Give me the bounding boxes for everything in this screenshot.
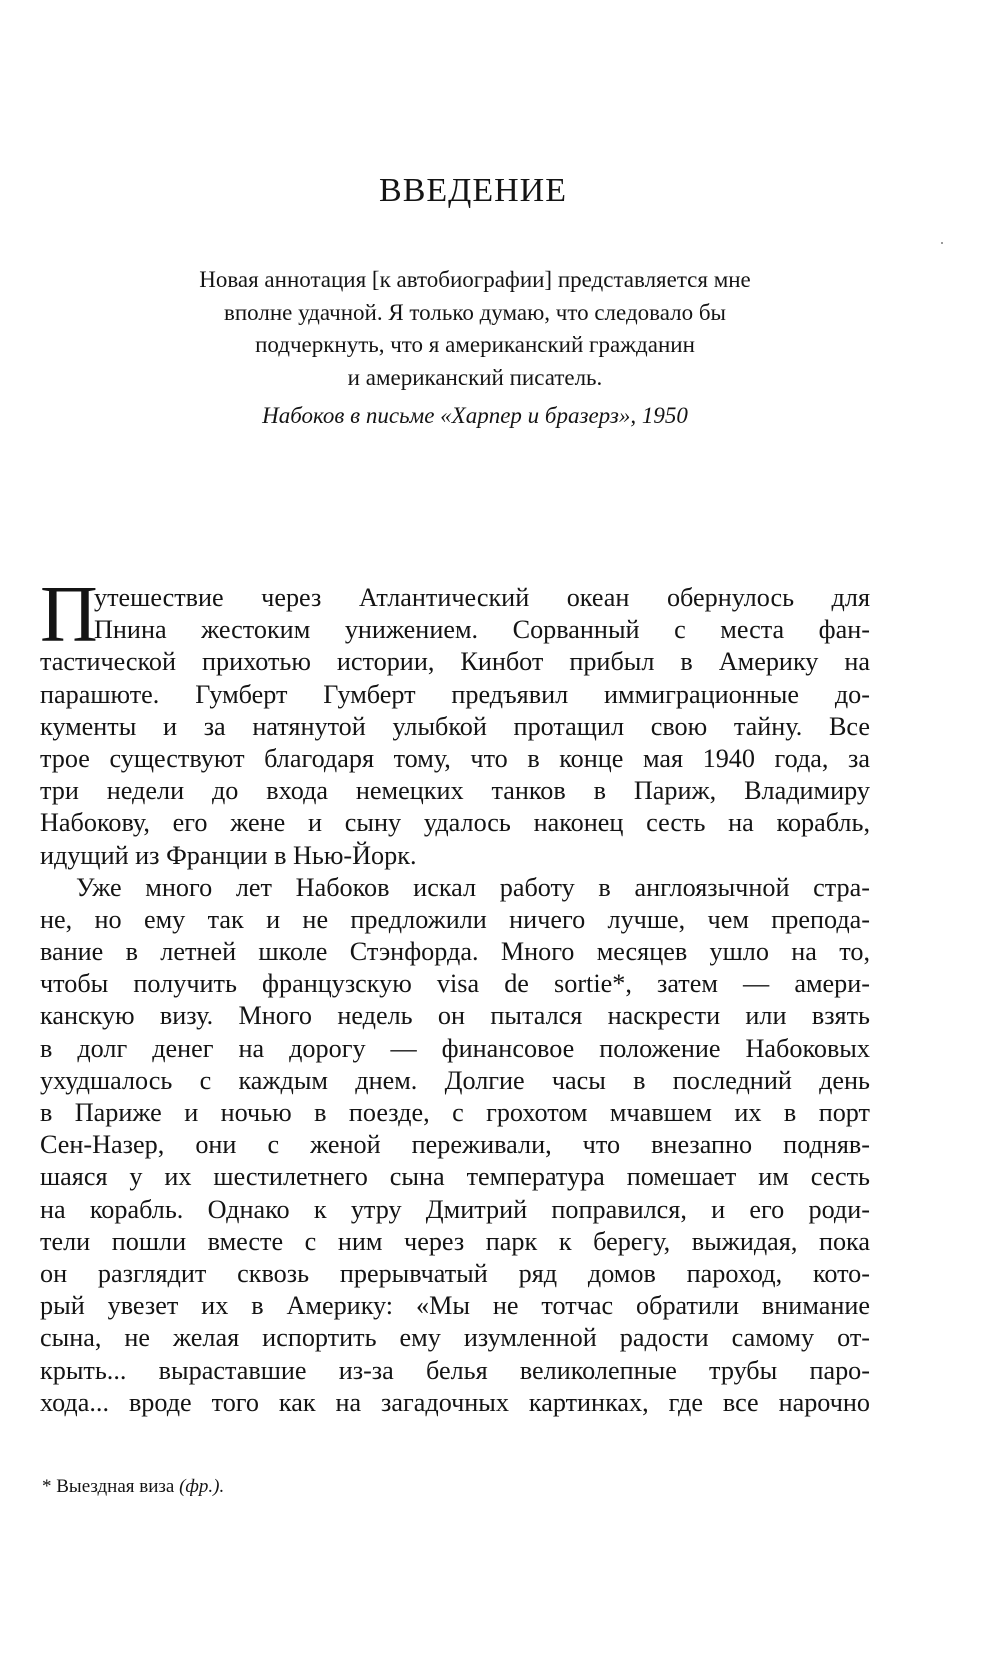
epigraph-line: и американский писатель. <box>347 364 603 390</box>
text-line: он разглядит сквозь прерывчатый ряд домов пароход, кото- <box>40 1258 870 1288</box>
text-line: парашюте. Гумберт Гумберт предъявил иммиграционные до- <box>40 679 870 709</box>
text-line: Набокову, его жене и сыну удалось наконец сесть на корабль, <box>40 808 870 838</box>
epigraph-line: вполне удачной. Я только думаю, что следовало бы <box>224 299 726 325</box>
print-speck <box>941 242 943 244</box>
epigraph-line: Новая аннотация [к автобиографии] представляется мне <box>199 267 751 292</box>
text-line: идущий из Франции в Нью-Йорк. <box>40 840 417 870</box>
text-line: трое существуют благодаря тому, что в конце мая 1940 года, за <box>40 743 870 773</box>
text-line: не, но ему так и не предложили ничего лучше, чем препода- <box>40 904 870 934</box>
main-text <box>40 571 870 1419</box>
text-line: в долг денег на дорогу — финансовое положение Набоковых <box>40 1033 870 1063</box>
footnote-text: * Выездная виза <box>42 1476 175 1497</box>
epigraph-source: Набоков в письме «Харпер и бразерз», 1950 <box>262 403 688 428</box>
text-line: тели пошли вместе с ним через парк к берегу, выжидая, пока <box>40 1226 870 1256</box>
text-line: утешествие через Атлантический океан обернулось для <box>94 583 870 612</box>
text-line: сына, не желая испортить ему изумленной радости самому от- <box>40 1323 870 1353</box>
text-line: канскую визу. Много недель он пытался наскрести или взять <box>40 1001 870 1031</box>
text-line: три недели до входа немецких танков в Париж, Владимиру <box>40 776 870 806</box>
text-line: крыть... выраставшие из-за белья великолепные трубы паро- <box>40 1355 870 1385</box>
text-line: рый увезет их в Америку: «Мы не тотчас обратили внимание <box>40 1291 870 1321</box>
text-line: ухудшалось с каждым днем. Долгие часы в последний день <box>40 1065 870 1095</box>
text-line: вание в летней школе Стэнфорда. Много месяцев ушло на то, <box>40 937 870 967</box>
chapter-title: ВВЕДЕНИЕ <box>379 172 567 209</box>
epigraph <box>80 264 870 433</box>
text-line: тастической прихотью истории, Кинбот прибыл в Америку на <box>40 647 870 677</box>
text-line: в Париже и ночью в поезде, с грохотом мчавшем их в порт <box>40 1098 870 1127</box>
text-line: Пнина жестоким унижением. Сорванный с места фан- <box>94 615 870 645</box>
text-line: хода... вроде того как на загадочных картинках, где все нарочно <box>40 1387 870 1417</box>
epigraph-line: подчеркнуть, что я американский гражданин <box>255 332 695 357</box>
footnote-language-note: (фр.). <box>179 1476 225 1497</box>
text-line: Уже много лет Набоков искал работу в англоязычной стра- <box>76 872 870 902</box>
text-line: на корабль. Однако к утру Дмитрий поправился, и его роди- <box>40 1194 870 1224</box>
drop-cap: П <box>40 571 98 659</box>
text-line: шаяся у их шестилетнего сына температура помешает им сесть <box>40 1162 870 1192</box>
footnote <box>42 1476 224 1498</box>
text-line: чтобы получить французскую visa de sortie*, затем — амери- <box>40 969 870 999</box>
text-line: кументы и за натянутой улыбкой протащил свою тайну. Все <box>40 711 870 741</box>
text-line: Сен-Назер, они с женой переживали, что внезапно подняв- <box>40 1130 870 1160</box>
